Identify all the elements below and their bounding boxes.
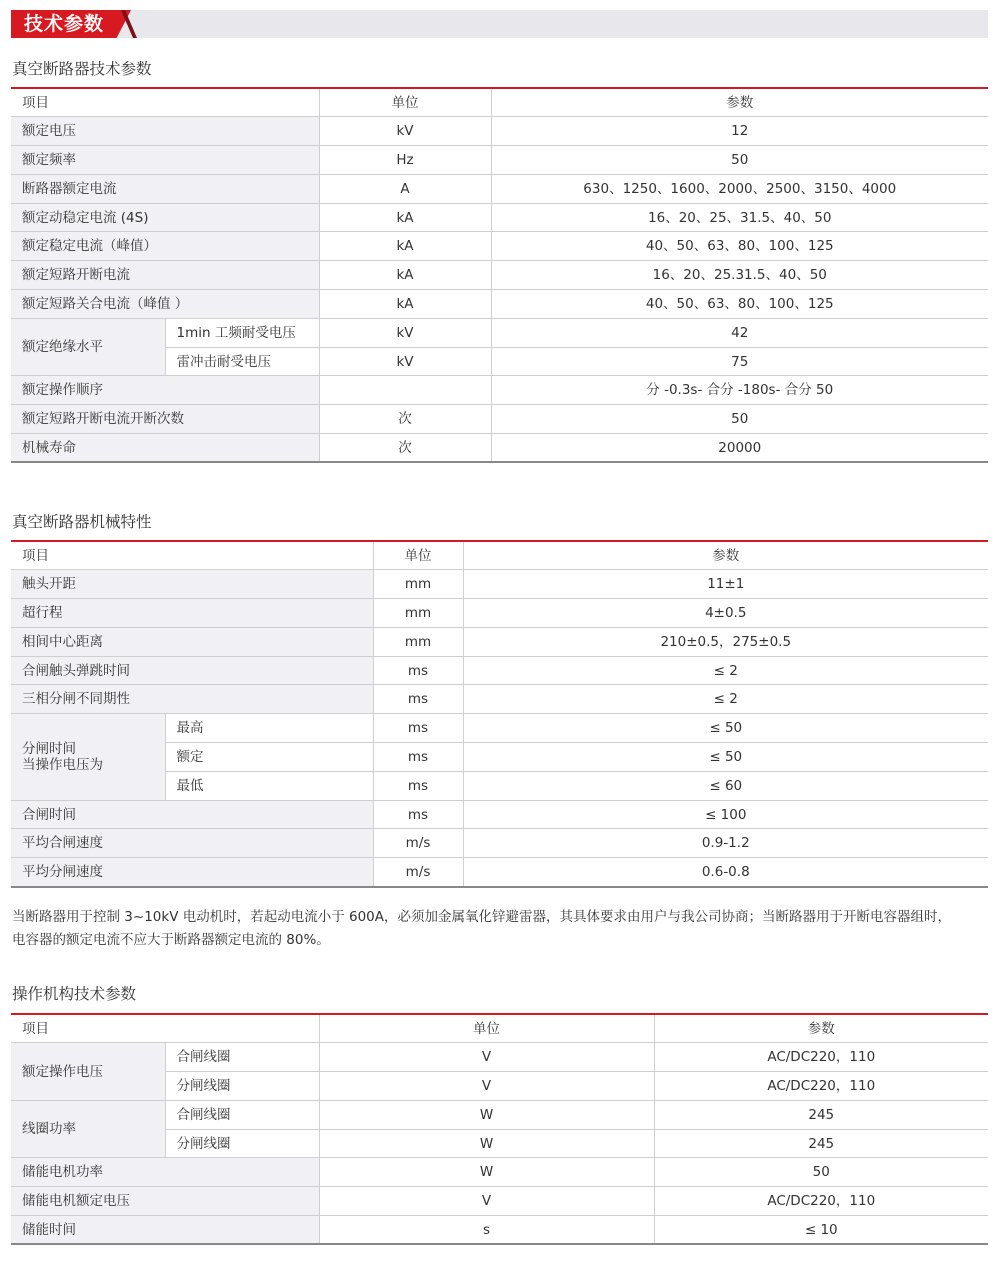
row-unit: ms xyxy=(373,714,463,743)
row-unit: s xyxy=(319,1216,654,1245)
insulation-item: 额定绝缘水平 xyxy=(11,318,165,376)
row-param: 16、20、25、31.5、40、50 xyxy=(491,203,988,232)
table-header-row xyxy=(11,88,988,117)
row-item: 合闸触头弹跳时间 xyxy=(11,656,373,685)
opening-time-item xyxy=(11,714,165,800)
header-unit: 单位 xyxy=(319,1014,654,1043)
row-param: AC/DC220，110 xyxy=(654,1043,988,1072)
row-param: ≤ 50 xyxy=(463,714,988,743)
table-row xyxy=(11,376,988,405)
coil-sub-label: 分闸线圈 xyxy=(165,1129,319,1158)
table-row xyxy=(11,685,988,714)
row-param: 20000 xyxy=(491,434,988,463)
row-item: 机械寿命 xyxy=(11,434,319,463)
page-title: 技术参数 xyxy=(24,13,105,35)
table-row xyxy=(11,800,988,829)
row-param: ≤ 2 xyxy=(463,656,988,685)
row-param: 12 xyxy=(491,117,988,146)
section-header-bar xyxy=(11,10,988,38)
header-unit: 单位 xyxy=(373,541,463,570)
row-unit: kA xyxy=(319,203,491,232)
row-item: 额定短路开断电流 xyxy=(11,261,319,290)
row-item: 平均分闸速度 xyxy=(11,858,373,887)
header-unit: 单位 xyxy=(319,88,491,117)
row-unit: kV xyxy=(319,318,491,347)
row-param: 40、50、63、80、100、125 xyxy=(491,290,988,319)
row-unit: 次 xyxy=(319,405,491,434)
header-item: 项目 xyxy=(11,1014,319,1043)
row-param: 50 xyxy=(491,405,988,434)
row-unit: kA xyxy=(319,290,491,319)
row-param: 分 -0.3s- 合分 -180s- 合分 50 xyxy=(491,376,988,405)
table-row xyxy=(11,174,988,203)
insulation-sub-label: 1min 工频耐受电压 xyxy=(165,318,319,347)
row-param: 0.9-1.2 xyxy=(463,829,988,858)
table-row xyxy=(11,1043,988,1072)
row-param: ≤ 10 xyxy=(654,1216,988,1245)
row-item: 超行程 xyxy=(11,599,373,628)
row-item: 断路器额定电流 xyxy=(11,174,319,203)
table-row xyxy=(11,1216,988,1245)
vcb-mechanical-table xyxy=(11,540,988,888)
row-item: 额定电压 xyxy=(11,117,319,146)
coil-sub-label: 合闸线圈 xyxy=(165,1043,319,1072)
opening-sub-label: 额定 xyxy=(165,743,373,772)
row-unit: mm xyxy=(373,570,463,599)
opening-time-line2: 当操作电压为 xyxy=(22,756,103,773)
row-unit: W xyxy=(319,1158,654,1187)
row-param: 16、20、25.31.5、40、50 xyxy=(491,261,988,290)
row-item: 触头开距 xyxy=(11,570,373,599)
table-row xyxy=(11,858,988,887)
row-unit: kV xyxy=(319,117,491,146)
row-unit: V xyxy=(319,1187,654,1216)
table-row xyxy=(11,714,988,743)
table-row xyxy=(11,434,988,463)
row-unit: mm xyxy=(373,599,463,628)
row-unit: m/s xyxy=(373,829,463,858)
row-unit: kA xyxy=(319,232,491,261)
header-param: 参数 xyxy=(491,88,988,117)
header-param: 参数 xyxy=(463,541,988,570)
row-param: 50 xyxy=(654,1158,988,1187)
vcb-params-table xyxy=(11,87,988,463)
row-param: 42 xyxy=(491,318,988,347)
opening-sub-label: 最高 xyxy=(165,714,373,743)
row-param: 4±0.5 xyxy=(463,599,988,628)
row-item: 额定动稳定电流 (4S) xyxy=(11,203,319,232)
row-param: AC/DC220，110 xyxy=(654,1187,988,1216)
row-param: 50 xyxy=(491,146,988,175)
table-row xyxy=(11,232,988,261)
table-row xyxy=(11,1158,988,1187)
row-item: 储能电机额定电压 xyxy=(11,1187,319,1216)
coil-sub-label: 分闸线圈 xyxy=(165,1072,319,1101)
table-row xyxy=(11,570,988,599)
row-item: 平均合闸速度 xyxy=(11,829,373,858)
table-row xyxy=(11,656,988,685)
row-item: 合闸时间 xyxy=(11,800,373,829)
table-header-row xyxy=(11,1014,988,1043)
section-title-vcb-mechanical: 真空断路器机械特性 xyxy=(12,513,152,531)
header-item: 项目 xyxy=(11,88,319,117)
table-row xyxy=(11,318,988,347)
table-row xyxy=(11,1187,988,1216)
row-param: 11±1 xyxy=(463,570,988,599)
section-title-vcb-params: 真空断路器技术参数 xyxy=(12,60,152,78)
row-param: ≤ 50 xyxy=(463,743,988,772)
table-row xyxy=(11,829,988,858)
row-item: 储能电机功率 xyxy=(11,1158,319,1187)
row-unit: m/s xyxy=(373,858,463,887)
row-param: 630、1250、1600、2000、2500、3150、4000 xyxy=(491,174,988,203)
row-unit xyxy=(319,376,491,405)
row-param: 210±0.5，275±0.5 xyxy=(463,627,988,656)
row-unit: A xyxy=(319,174,491,203)
voltage-item: 额定操作电压 xyxy=(11,1043,165,1101)
row-item: 额定操作顺序 xyxy=(11,376,319,405)
row-param: ≤ 60 xyxy=(463,771,988,800)
table-row xyxy=(11,405,988,434)
row-unit: ms xyxy=(373,771,463,800)
row-param: 75 xyxy=(491,347,988,376)
mechanism-params-table xyxy=(11,1013,988,1245)
row-unit: ms xyxy=(373,743,463,772)
row-unit: mm xyxy=(373,627,463,656)
row-unit: V xyxy=(319,1043,654,1072)
row-unit: ms xyxy=(373,800,463,829)
table-row xyxy=(11,599,988,628)
insulation-sub-label: 雷冲击耐受电压 xyxy=(165,347,319,376)
opening-sub-label: 最低 xyxy=(165,771,373,800)
row-param: AC/DC220，110 xyxy=(654,1072,988,1101)
section-title-mechanism-params: 操作机构技术参数 xyxy=(12,985,137,1003)
row-item: 储能时间 xyxy=(11,1216,319,1245)
row-unit: V xyxy=(319,1072,654,1101)
row-param: ≤ 2 xyxy=(463,685,988,714)
table-header-row xyxy=(11,541,988,570)
table-row xyxy=(11,203,988,232)
coil-sub-label: 合闸线圈 xyxy=(165,1100,319,1129)
row-param: ≤ 100 xyxy=(463,800,988,829)
table-row xyxy=(11,290,988,319)
header-param: 参数 xyxy=(654,1014,988,1043)
row-item: 额定短路开断电流开断次数 xyxy=(11,405,319,434)
row-unit: Hz xyxy=(319,146,491,175)
row-unit: kA xyxy=(319,261,491,290)
row-item: 相间中心距离 xyxy=(11,627,373,656)
usage-note-line2: 电容器的额定电流不应大于断路器额定电流的 80%。 xyxy=(12,932,330,948)
row-item: 三相分闸不同期性 xyxy=(11,685,373,714)
row-item: 额定频率 xyxy=(11,146,319,175)
row-unit: 次 xyxy=(319,434,491,463)
row-item: 额定稳定电流（峰值） xyxy=(11,232,319,261)
row-unit: W xyxy=(319,1100,654,1129)
row-param: 0.6-0.8 xyxy=(463,858,988,887)
row-item: 额定短路关合电流（峰值 ） xyxy=(11,290,319,319)
row-unit: ms xyxy=(373,656,463,685)
row-unit: ms xyxy=(373,685,463,714)
table-row xyxy=(11,261,988,290)
usage-note-line1: 当断路器用于控制 3~10kV 电动机时，若起动电流小于 600A，必须加金属氧化锌避雷器，其具体要求由用户与我公司协商；当断路器用于开断电容器组时， xyxy=(12,909,952,925)
table-row xyxy=(11,627,988,656)
table-row xyxy=(11,1100,988,1129)
opening-time-line1: 分闸时间 xyxy=(22,740,76,757)
table-row xyxy=(11,146,988,175)
row-param: 245 xyxy=(654,1100,988,1129)
usage-note xyxy=(12,906,988,952)
row-unit: kV xyxy=(319,347,491,376)
coil-power-item: 线圈功率 xyxy=(11,1100,165,1158)
row-unit: W xyxy=(319,1129,654,1158)
table-row xyxy=(11,117,988,146)
row-param: 245 xyxy=(654,1129,988,1158)
row-param: 40、50、63、80、100、125 xyxy=(491,232,988,261)
header-item: 项目 xyxy=(11,541,373,570)
